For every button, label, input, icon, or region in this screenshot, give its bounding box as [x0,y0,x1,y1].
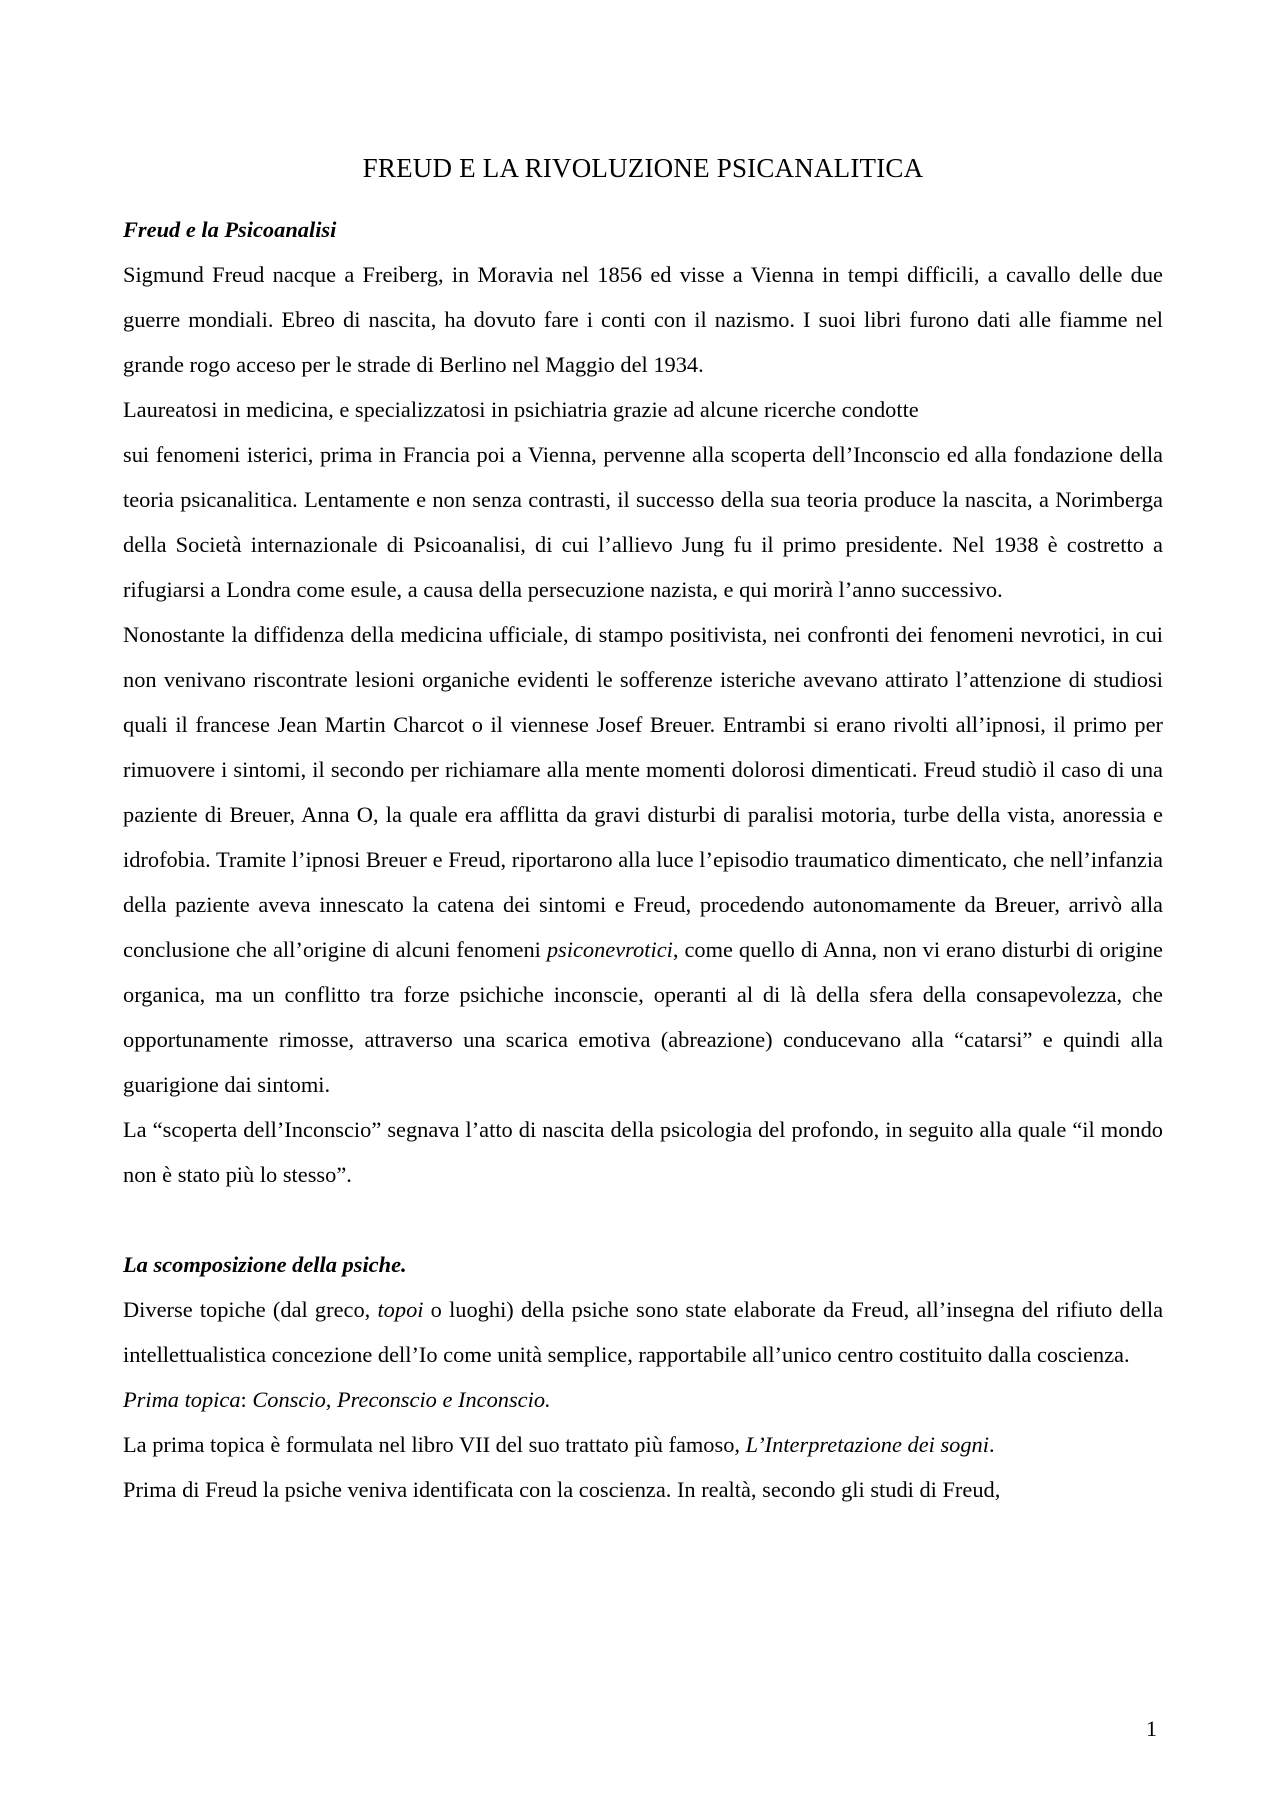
paragraph: Sigmund Freud nacque a Freiberg, in Moravia nel 1856 ed visse a Vienna in tempi difficili, a cavallo delle due guerre mondiali. Ebreo di nascita, ha dovuto fare i conti con il nazismo. I suoi libri furono dati alle fiamme nel grande rogo acceso per le strade di Berlino nel Maggio del 1934. [123,262,1163,377]
paragraph-text: . [988,1432,995,1457]
paragraph-text: Diverse topiche (dal greco, [123,1297,378,1322]
italic-term: topoi [377,1297,424,1322]
paragraph-text: La prima topica è formulata nel libro VII del suo trattato più famoso, [123,1432,746,1457]
paragraph-text: , come quello di Anna, non vi erano disturbi di origine organica, ma un conflitto tra forze psichiche inconscie, operanti al di là della sfera della consapevolezza, che opportunamente rimosse, attraverso una scarica emotiva (abreazione) conducevano alla “catarsi” e quindi alla guarigione dai sintomi. [123,937,1163,1097]
blank-line [123,1197,1163,1242]
document-title: FREUD E LA RIVOLUZIONE PSICANALITICA [362,153,924,183]
paragraph-text: o luoghi) della psiche sono state elaborate da Freud, all’insegna del rifiuto della intellettualistica concezione dell’Io come unità semplice, rapportabile all’unico centro costituito dalla coscienza. [123,1297,1164,1367]
paragraph [123,1422,1163,1467]
paragraph-text: Nonostante la diffidenza della medicina ufficiale, di stampo positivista, nei confronti dei fenomeni nevrotici, in cui non venivano riscontrate lesioni organiche evidenti le sofferenze isteriche avevano attirato l’attenzione di studiosi quali il francese Jean Martin Charcot o il viennese Josef Breuer. Entrambi si erano rivolti all’ipnosi, il primo per rimuovere i sintomi, il secondo per richiamare alla mente momenti dolorosi dimenticati. Freud studiò il caso di una paziente di Breuer, Anna O, la quale era afflitta da gravi disturbi di paralisi motoria, turbe della vista, anoressia e idrofobia. Tramite l’ipnosi Breuer e Freud, riportarono alla luce l’episodio traumatico dimenticato, che nell’infanzia della paziente aveva innescato la catena dei sintomi e Freud, procedendo autonomamente da Breuer, arrivò alla conclusione che all’origine di alcuni fenomeni [123,622,1163,962]
page-number: 1 [1146,1716,1157,1741]
paragraph: La “scoperta dell’Inconscio” segnava l’atto di nascita della psicologia del profondo, in seguito alla quale “il mondo non è stato più lo stesso”. [123,1117,1163,1187]
subheading-label: Prima topica [123,1387,241,1412]
paragraph: sui fenomeni isterici, prima in Francia poi a Vienna, pervenne alla scoperta dell’Inconscio ed alla fondazione della teoria psicanalitica. Lentamente e non senza contrasti, il successo della sua teoria produce la nascita, a Norimberga della Società internazionale di Psicoanalisi, di cui l’allievo Jung fu il primo presidente. Nel 1938 è costretto a rifugiarsi a Londra come esule, a causa della persecuzione nazista, e qui morirà l’anno successivo. [123,442,1163,602]
subheading-separator: : [240,1387,253,1412]
paragraph: Laureatosi in medicina, e specializzatosi in psichiatria grazie ad alcune ricerche condotte [123,397,919,422]
italic-book-title: L’Interpretazione dei sogni [745,1432,989,1457]
subheading-text: Conscio, Preconscio e Inconscio. [252,1387,551,1412]
paragraph: Prima di Freud la psiche veniva identificata con la coscienza. In realtà, secondo gli studi di Freud, [123,1477,1001,1502]
italic-term: psiconevrotici [546,937,673,962]
section-heading-scomposizione-psiche: La scomposizione della psiche. [123,1252,407,1277]
document-body [123,207,1163,1512]
paragraph [123,1287,1163,1377]
paragraph [123,612,1163,1107]
section-heading-freud-psicoanalisi: Freud e la Psicoanalisi [123,217,337,242]
subheading-prima-topica [123,1377,1163,1422]
